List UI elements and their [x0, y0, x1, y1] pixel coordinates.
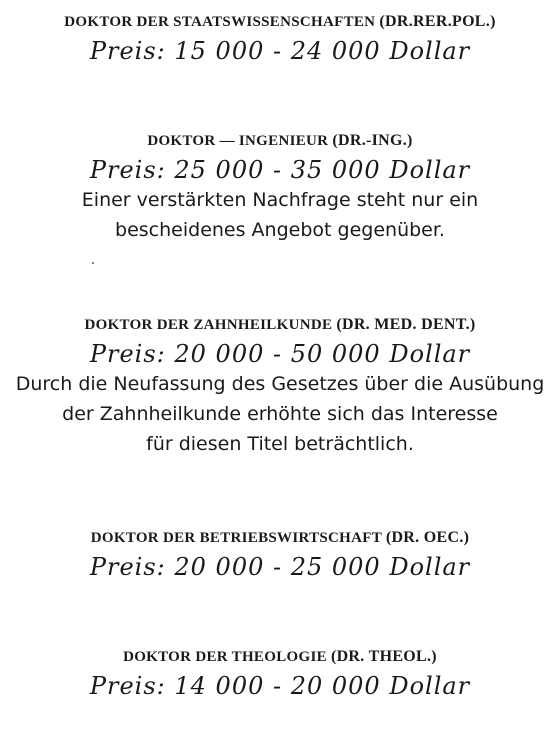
degree-title — [0, 12, 560, 32]
description-line: bescheidenes Angebot gegenüber. — [115, 219, 445, 241]
entry-staatswissenschaften — [0, 12, 560, 66]
price-range: Preis: 20 000 - 25 000 Dollar — [89, 553, 471, 581]
degree-abbreviation: (DR. OEC.) — [385, 529, 470, 546]
entry-zahnheilkunde — [0, 315, 560, 459]
description — [0, 185, 560, 245]
degree-name: DOKTOR DER STAATSWISSENSCHAFTEN — [64, 14, 376, 30]
degree-name: DOKTOR DER ZAHNHEILKUNDE — [84, 317, 333, 333]
price-range: Preis: 14 000 - 20 000 Dollar — [89, 672, 471, 700]
entry-ingenieur — [0, 131, 560, 245]
price-range: Preis: 20 000 - 50 000 Dollar — [89, 340, 471, 368]
degree-abbreviation: (DR.RER.POL.) — [379, 13, 496, 30]
degree-abbreviation: (DR. MED. DENT.) — [336, 316, 476, 333]
scan-speck — [92, 262, 94, 264]
degree-name: DOKTOR DER THEOLOGIE — [123, 649, 327, 665]
degree-name: DOKTOR DER BETRIEBSWIRTSCHAFT — [90, 530, 382, 546]
description — [0, 369, 560, 459]
degree-title — [0, 647, 560, 667]
entry-betriebswirtschaft — [0, 528, 560, 582]
price-range: Preis: 25 000 - 35 000 Dollar — [89, 156, 471, 184]
degree-abbreviation: (DR. THEOL.) — [330, 648, 437, 665]
degree-name: DOKTOR — INGENIEUR — [147, 133, 329, 149]
entry-theologie — [0, 647, 560, 701]
degree-abbreviation: (DR.-ING.) — [332, 132, 413, 149]
degree-title — [0, 131, 560, 151]
description-line: für diesen Titel beträchtlich. — [146, 433, 414, 455]
description-line: der Zahnheilkunde erhöhte sich das Interesse — [62, 403, 498, 425]
description-line: Durch die Neufassung des Gesetzes über die Ausübung — [15, 373, 545, 395]
price-range: Preis: 15 000 - 24 000 Dollar — [89, 37, 471, 65]
degree-title — [0, 528, 560, 548]
description-line: Einer verstärkten Nachfrage steht nur ein — [81, 189, 479, 211]
degree-title — [0, 315, 560, 335]
